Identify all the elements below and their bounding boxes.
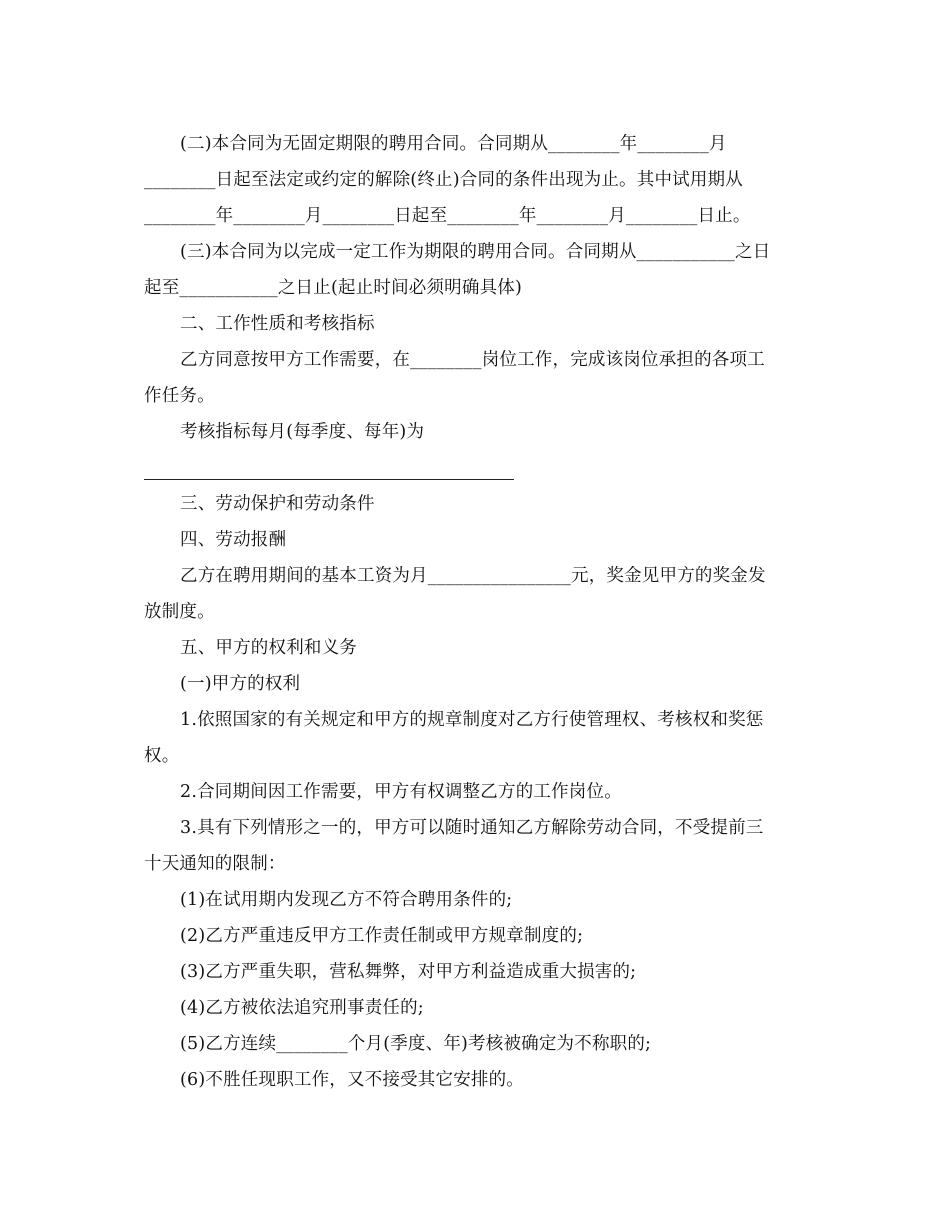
- paragraph-line: 2.合同期间因工作需要，甲方有权调整乙方的工作岗位。: [180, 782, 622, 802]
- paragraph-line: 考核指标每月(每季度、每年)为: [180, 422, 425, 442]
- paragraph-line: 起至___________之日止(起止时间必须明确具体): [144, 278, 523, 298]
- list-item: (6)不胜任现职工作，又不接受其它安排的。: [180, 1070, 524, 1090]
- paragraph-line: 放制度。: [144, 602, 215, 622]
- section-heading: 五、甲方的权利和义务: [180, 638, 357, 658]
- section-heading: 四、劳动报酬: [180, 530, 287, 550]
- paragraph-line: 权。: [144, 746, 180, 766]
- paragraph-line: ________年________月________日起至________年________月________日止。: [144, 206, 751, 226]
- fill-in-blank-line: [144, 479, 514, 480]
- list-item: (4)乙方被依法追究刑事责任的;: [180, 998, 424, 1018]
- paragraph-line: 十天通知的限制：: [144, 854, 286, 874]
- paragraph-line: (三)本合同为以完成一定工作为期限的聘用合同。合同期从___________之日: [180, 242, 771, 262]
- paragraph-line: ________日起至法定或约定的解除(终止)合同的条件出现为止。其中试用期从: [144, 170, 743, 190]
- list-item: (1)在试用期内发现乙方不符合聘用条件的;: [180, 890, 513, 910]
- paragraph-line: 1.依照国家的有关规定和甲方的规章制度对乙方行使管理权、考核权和奖惩: [180, 710, 764, 730]
- paragraph-line: 作任务。: [144, 386, 215, 406]
- list-item: (5)乙方连续________个月(季度、年)考核被确定为不称职的;: [180, 1034, 652, 1054]
- section-heading: 二、工作性质和考核指标: [180, 314, 375, 334]
- paragraph-line: 乙方同意按甲方工作需要，在________岗位工作，完成该岗位承担的各项工: [180, 350, 765, 370]
- section-heading: 三、劳动保护和劳动条件: [180, 494, 375, 514]
- paragraph-line: (二)本合同为无固定期限的聘用合同。合同期从________年________月: [180, 134, 727, 154]
- paragraph-line: 3.具有下列情形之一的，甲方可以随时通知乙方解除劳动合同，不受提前三: [180, 818, 764, 838]
- list-item: (3)乙方严重失职，营私舞弊，对甲方利益造成重大损害的;: [180, 962, 637, 982]
- list-item: (2)乙方严重违反甲方工作责任制或甲方规章制度的;: [180, 926, 584, 946]
- subsection-heading: (一)甲方的权利: [180, 674, 301, 694]
- paragraph-line: 乙方在聘用期间的基本工资为月________________元，奖金见甲方的奖金发: [180, 566, 766, 586]
